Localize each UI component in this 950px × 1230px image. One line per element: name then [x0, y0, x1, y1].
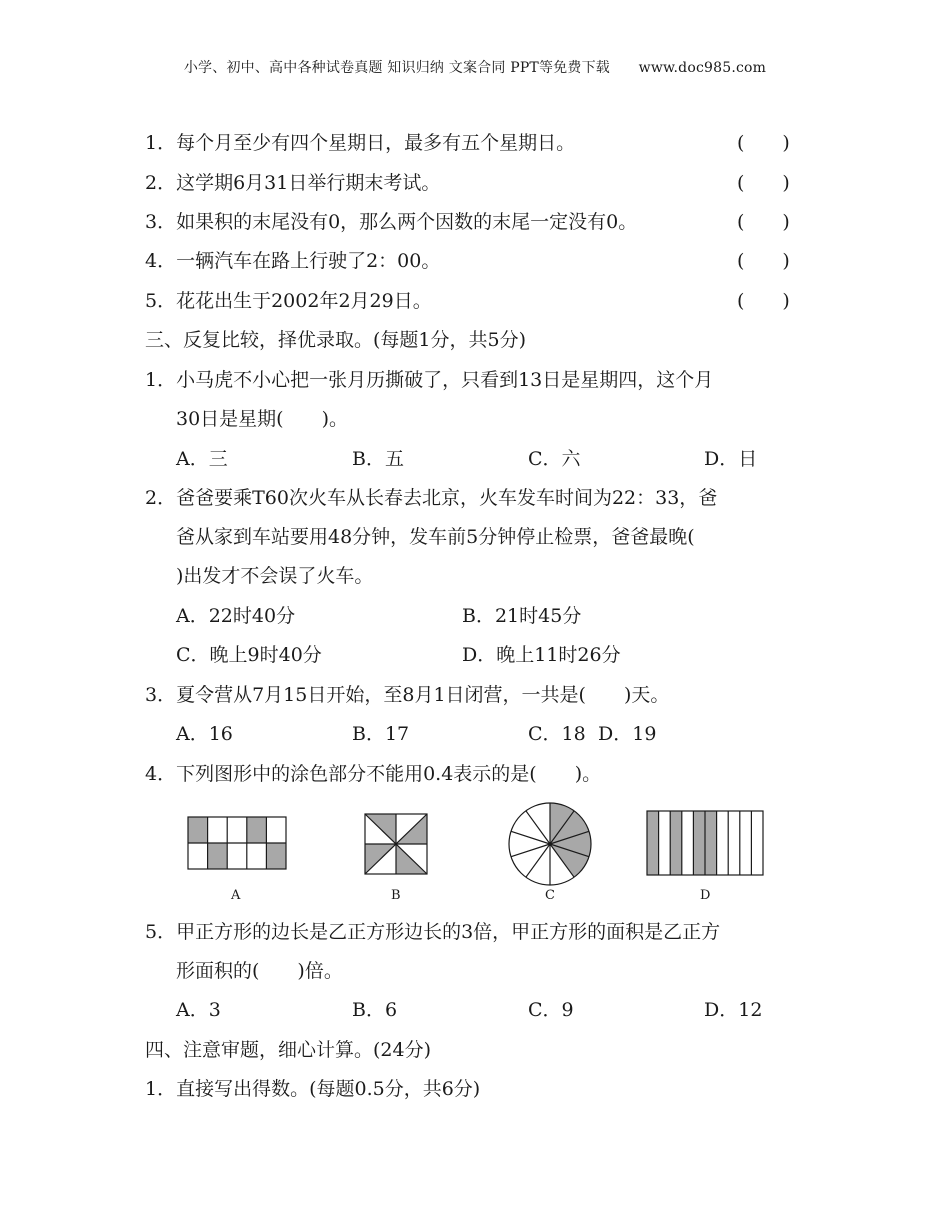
judge-paren-2: ( ): [737, 172, 790, 194]
figure-d-label: D: [700, 888, 711, 903]
q5-option-b: B．6: [352, 999, 398, 1021]
q5-line1: 5．甲正方形的边长是乙正方形边长的3倍，甲正方形的面积是乙正方: [145, 921, 721, 943]
q5-option-d: D．12: [704, 999, 763, 1021]
q2-line3: )出发才不会误了火车。: [176, 565, 374, 587]
q1-option-d: D．日: [704, 448, 758, 470]
section4-sub1: 1．直接写出得数。(每题0.5分，共6分): [145, 1078, 481, 1100]
q3-option-b: B．17: [352, 723, 410, 745]
q2-option-a: A．22时40分: [176, 605, 296, 627]
judge-item-2: 2．这学期6月31日举行期末考试。: [145, 172, 441, 194]
q2-line1: 2．爸爸要乘T60次火车从长春去北京，火车发车时间为22：33，爸: [145, 487, 718, 509]
page-header: [0, 57, 950, 77]
judge-paren-5: ( ): [737, 290, 790, 312]
q3-option-a: A．16: [176, 723, 233, 745]
q1-option-b: B．五: [352, 448, 404, 470]
q3-line1: 3．夏令营从7月15日开始，至8月1日闭营，一共是( )天。: [145, 684, 670, 706]
figure-b: [364, 813, 428, 875]
q3-option-c: C．18: [528, 723, 586, 745]
q3-option-d: D．19: [598, 723, 657, 745]
figure-c-label: C: [545, 888, 555, 903]
judge-paren-3: ( ): [737, 211, 790, 233]
q5-option-c: C．9: [528, 999, 574, 1021]
q1-option-c: C．六: [528, 448, 581, 470]
figure-d: [646, 810, 764, 876]
section4-title: 四、注意审题，细心计算。(24分): [145, 1039, 432, 1061]
q4-line1: 4．下列图形中的涂色部分不能用0.4表示的是( )。: [145, 763, 602, 785]
q2-option-b: B．21时45分: [462, 605, 582, 627]
figure-a: [187, 816, 287, 870]
q2-option-d: D．晚上11时26分: [462, 644, 621, 666]
figure-b-label: B: [391, 888, 401, 903]
q2-option-c: C．晚上9时40分: [176, 644, 322, 666]
judge-item-4: 4．一辆汽车在路上行驶了2：00。: [145, 250, 441, 272]
header-text: 小学、初中、高中各种试卷真题 知识归纳 文案合同 PPT等免费下载: [183, 60, 610, 76]
q1-line1: 1．小马虎不小心把一张月历撕破了，只看到13日是星期四，这个月: [145, 369, 714, 391]
header-site: www.doc985.com: [638, 60, 767, 76]
judge-paren-1: ( ): [737, 132, 790, 154]
section3-title: 三、反复比较，择优录取。(每题1分，共5分): [145, 329, 527, 351]
figure-c: [507, 802, 593, 886]
judge-item-3: 3．如果积的末尾没有0，那么两个因数的末尾一定没有0。: [145, 211, 638, 233]
judge-item-1: 1．每个月至少有四个星期日，最多有五个星期日。: [145, 132, 576, 154]
q1-option-a: A．三: [176, 448, 228, 470]
judge-item-5: 5．花花出生于2002年2月29日。: [145, 290, 432, 312]
q5-option-a: A．3: [176, 999, 221, 1021]
q5-line2: 形面积的( )倍。: [176, 960, 343, 982]
q1-line2: 30日是星期( )。: [176, 408, 349, 430]
q2-line2: 爸从家到车站要用48分钟，发车前5分钟停止检票，爸爸最晚(: [176, 526, 695, 548]
judge-paren-4: ( ): [737, 250, 790, 272]
figure-a-label: A: [231, 888, 241, 903]
